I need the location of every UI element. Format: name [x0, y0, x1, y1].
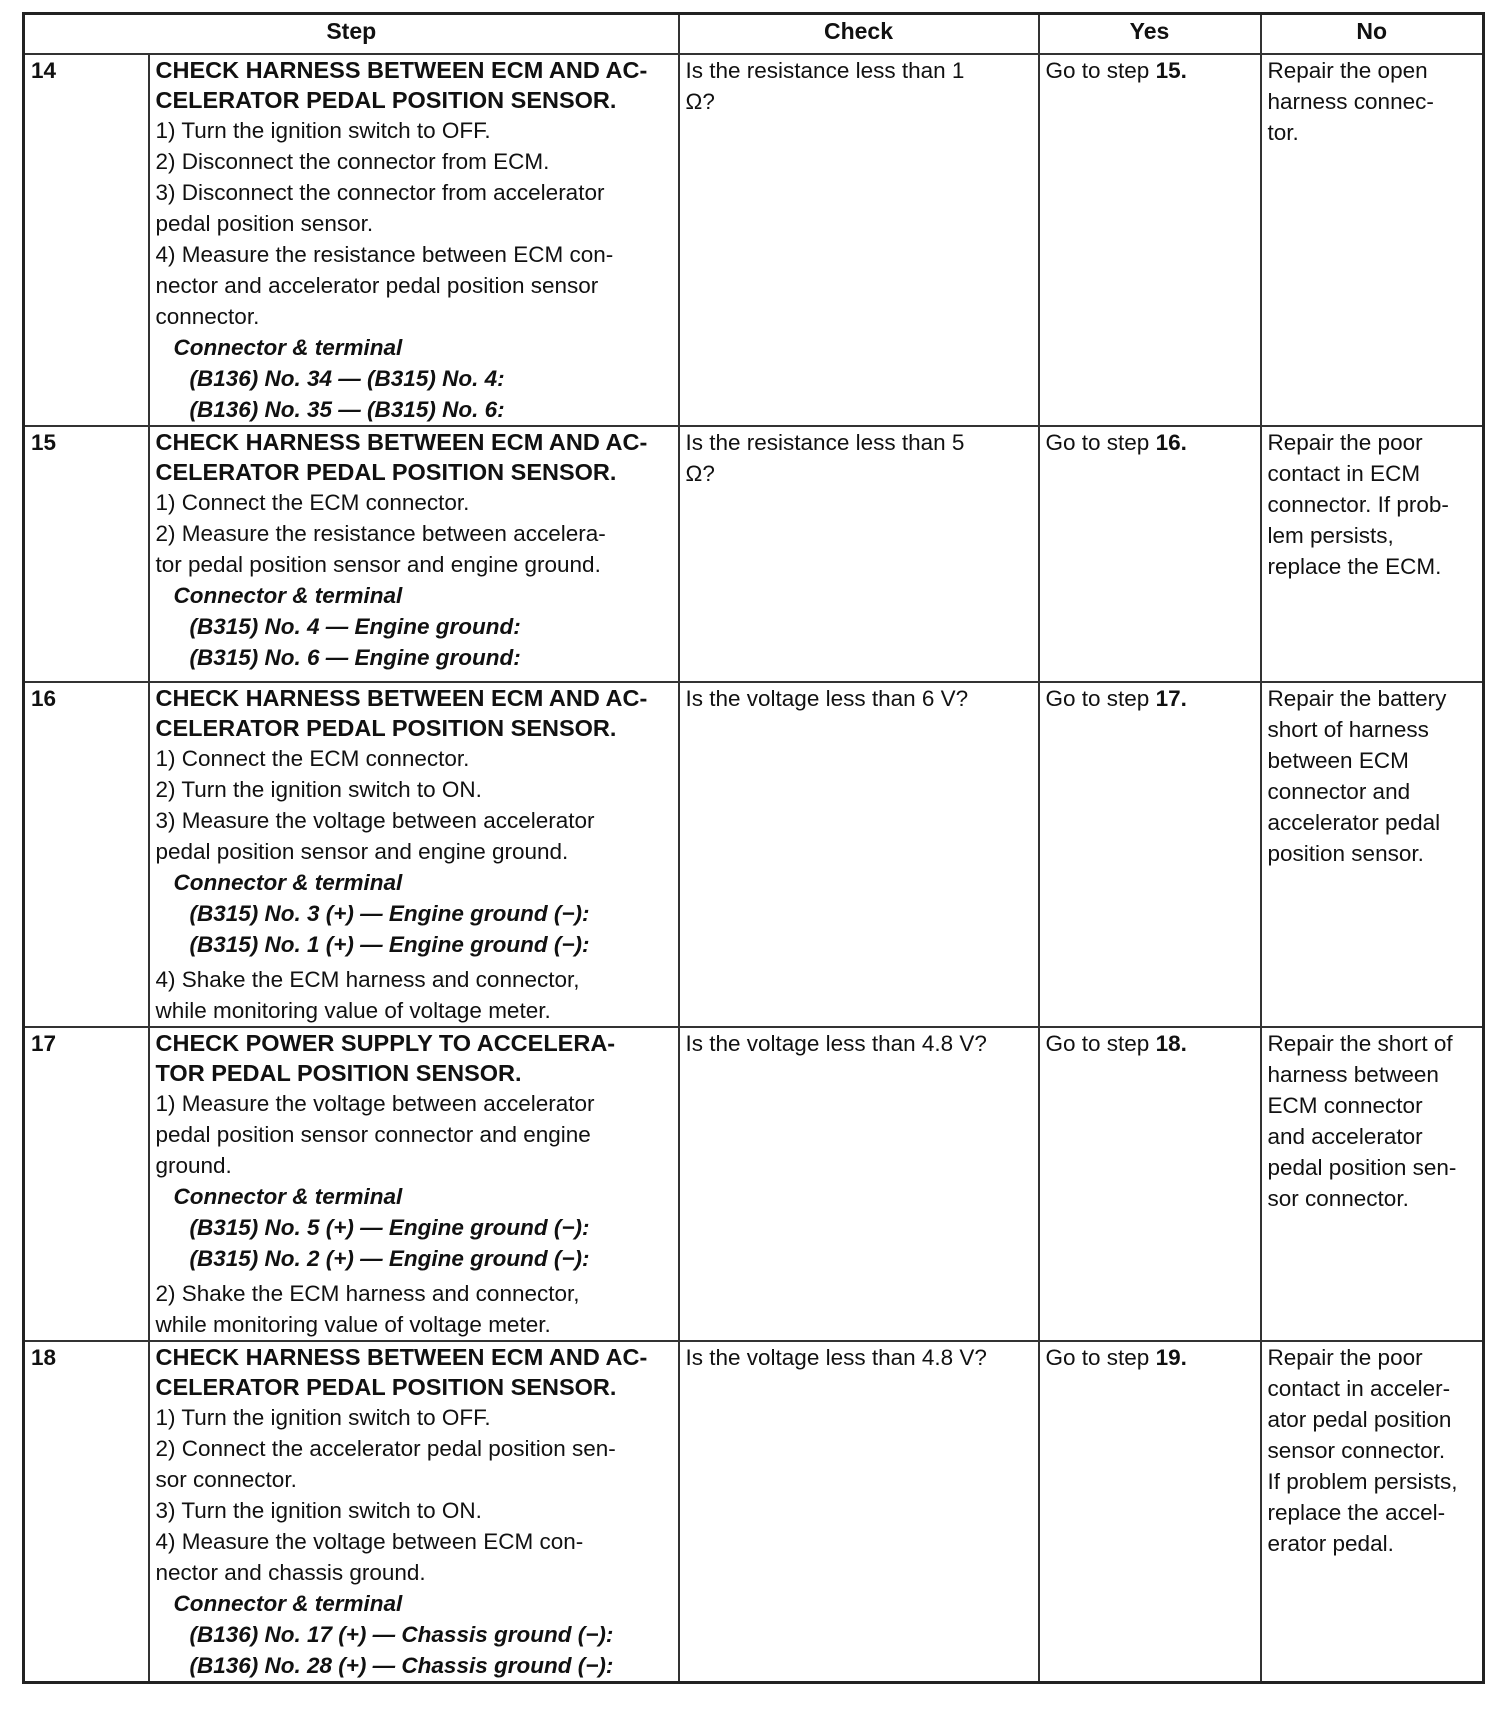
step-title-line: CHECK HARNESS BETWEEN ECM AND AC- [155, 1344, 648, 1370]
step-instruction-line: 1) Connect the ECM connector. [155, 746, 470, 771]
step-instruction-line: 2) Turn the ignition switch to ON. [155, 777, 482, 802]
yes-step-number: 18. [1155, 1031, 1187, 1056]
yes-cell [1039, 682, 1261, 1027]
table-row [24, 1341, 1484, 1683]
step-title-line: CHECK HARNESS BETWEEN ECM AND AC- [155, 685, 648, 711]
connector-terminal-label: Connector & terminal [173, 1184, 403, 1209]
check-cell [679, 1027, 1039, 1341]
terminal-spec-line: (B136) No. 28 (+) — Chassis ground (−): [189, 1653, 614, 1678]
step-instruction-line: 1) Turn the ignition switch to OFF. [155, 118, 491, 143]
no-text-line: tor. [1267, 120, 1299, 145]
step-description [149, 1027, 679, 1341]
no-cell [1261, 1341, 1484, 1683]
step-title-line: CELERATOR PEDAL POSITION SENSOR. [155, 1374, 617, 1400]
yes-column-header: Yes [1039, 14, 1261, 55]
step-title-line: CELERATOR PEDAL POSITION SENSOR. [155, 87, 617, 113]
step-instruction-line: 2) Measure the resistance between accelera- [155, 521, 606, 546]
step-instruction-line: 3) Turn the ignition switch to ON. [155, 1498, 482, 1523]
step-instruction-line: tor pedal position sensor and engine ground. [155, 552, 601, 577]
check-text-line: Is the resistance less than 1 [685, 58, 965, 83]
no-text-line: Repair the poor [1267, 430, 1423, 455]
header-row [24, 14, 1484, 55]
no-text-line: harness between [1267, 1062, 1439, 1087]
check-text-line: Is the resistance less than 5 [685, 430, 965, 455]
no-text-line: position sensor. [1267, 841, 1424, 866]
yes-text: Go to step [1045, 686, 1156, 711]
no-cell [1261, 682, 1484, 1027]
connector-terminal-label: Connector & terminal [173, 870, 403, 895]
step-instruction-line: 4) Measure the resistance between ECM con- [155, 242, 614, 267]
no-text-line: short of harness [1267, 717, 1429, 742]
step-title-line: TOR PEDAL POSITION SENSOR. [155, 1060, 522, 1086]
step-instruction-line: 2) Shake the ECM harness and connector, [155, 1281, 580, 1306]
connector-terminal-label: Connector & terminal [173, 1591, 403, 1616]
yes-step-number: 17. [1155, 686, 1187, 711]
step-description [149, 682, 679, 1027]
no-text-line: contact in ECM [1267, 461, 1421, 486]
diagnostic-procedure-sheet [22, 12, 1482, 1684]
no-text-line: lem persists, [1267, 523, 1394, 548]
no-text-line: ECM connector [1267, 1093, 1423, 1118]
connector-terminal-label: Connector & terminal [173, 583, 403, 608]
step-number: 17 [24, 1027, 149, 1341]
no-text-line: connector. If prob- [1267, 492, 1449, 517]
check-cell [679, 682, 1039, 1027]
yes-cell [1039, 1027, 1261, 1341]
no-cell [1261, 54, 1484, 426]
step-instruction-line: 4) Measure the voltage between ECM con- [155, 1529, 584, 1554]
table-row [24, 54, 1484, 426]
table-body [24, 54, 1484, 1683]
yes-text: Go to step [1045, 58, 1156, 83]
no-text-line: replace the ECM. [1267, 554, 1442, 579]
no-column-header: No [1261, 14, 1484, 55]
no-text-line: Repair the open [1267, 58, 1428, 83]
check-text-line: Is the voltage less than 6 V? [685, 686, 969, 711]
no-text-line: sensor connector. [1267, 1438, 1446, 1463]
terminal-spec-line: (B315) No. 3 (+) — Engine ground (−): [189, 901, 590, 926]
step-description [149, 1341, 679, 1683]
yes-text: Go to step [1045, 1031, 1156, 1056]
yes-text: Go to step [1045, 1345, 1156, 1370]
yes-cell [1039, 54, 1261, 426]
table-row [24, 426, 1484, 682]
step-title-line: CHECK HARNESS BETWEEN ECM AND AC- [155, 429, 648, 455]
step-instruction-line: pedal position sensor connector and engine [155, 1122, 591, 1147]
yes-step-number: 16. [1155, 430, 1187, 455]
step-instruction-line: 2) Connect the accelerator pedal position sen- [155, 1436, 616, 1461]
terminal-spec-line: (B315) No. 4 — Engine ground: [189, 614, 521, 639]
no-text-line: erator pedal. [1267, 1531, 1394, 1556]
no-text-line: connector and [1267, 779, 1411, 804]
no-text-line: Repair the battery [1267, 686, 1447, 711]
step-number: 15 [24, 426, 149, 682]
no-text-line: and accelerator [1267, 1124, 1423, 1149]
no-cell [1261, 1027, 1484, 1341]
check-cell [679, 54, 1039, 426]
step-number: 14 [24, 54, 149, 426]
step-instruction-line: pedal position sensor and engine ground. [155, 839, 569, 864]
no-text-line: contact in acceler- [1267, 1376, 1451, 1401]
terminal-spec-line: (B136) No. 34 — (B315) No. 4: [189, 366, 505, 391]
table-row [24, 682, 1484, 1027]
check-cell [679, 426, 1039, 682]
diagnostic-table [22, 12, 1485, 1684]
terminal-spec-line: (B315) No. 1 (+) — Engine ground (−): [189, 932, 590, 957]
no-text-line: Repair the short of [1267, 1031, 1453, 1056]
check-cell [679, 1341, 1039, 1683]
check-text-line: Ω? [685, 461, 715, 486]
step-instruction-line: ground. [155, 1153, 232, 1178]
no-text-line: accelerator pedal [1267, 810, 1441, 835]
step-instruction-line: 1) Turn the ignition switch to OFF. [155, 1405, 491, 1430]
no-text-line: pedal position sen- [1267, 1155, 1457, 1180]
check-text-line: Ω? [685, 89, 715, 114]
step-number: 16 [24, 682, 149, 1027]
no-text-line: replace the accel- [1267, 1500, 1446, 1525]
step-instruction-line: nector and accelerator pedal position sensor [155, 273, 599, 298]
step-number: 18 [24, 1341, 149, 1683]
step-title-line: CHECK POWER SUPPLY TO ACCELERA- [155, 1030, 616, 1056]
yes-step-number: 15. [1155, 58, 1187, 83]
step-instruction-line: while monitoring value of voltage meter. [155, 1312, 551, 1337]
yes-step-number: 19. [1155, 1345, 1187, 1370]
step-instruction-line: 2) Disconnect the connector from ECM. [155, 149, 550, 174]
check-column-header: Check [679, 14, 1039, 55]
terminal-spec-line: (B136) No. 17 (+) — Chassis ground (−): [189, 1622, 614, 1647]
no-text-line: sor connector. [1267, 1186, 1409, 1211]
terminal-spec-line: (B315) No. 5 (+) — Engine ground (−): [189, 1215, 590, 1240]
step-description [149, 54, 679, 426]
step-title-line: CELERATOR PEDAL POSITION SENSOR. [155, 459, 617, 485]
connector-terminal-label: Connector & terminal [173, 335, 403, 360]
terminal-spec-line: (B315) No. 6 — Engine ground: [189, 645, 521, 670]
step-description [149, 426, 679, 682]
step-instruction-line: 3) Measure the voltage between accelerator [155, 808, 595, 833]
terminal-spec-line: (B315) No. 2 (+) — Engine ground (−): [189, 1246, 590, 1271]
yes-cell [1039, 426, 1261, 682]
step-instruction-line: 3) Disconnect the connector from accelerator [155, 180, 605, 205]
yes-cell [1039, 1341, 1261, 1683]
no-text-line: ator pedal position [1267, 1407, 1452, 1432]
table-row [24, 1027, 1484, 1341]
check-text-line: Is the voltage less than 4.8 V? [685, 1345, 987, 1370]
no-text-line: harness connec- [1267, 89, 1434, 114]
yes-text: Go to step [1045, 430, 1156, 455]
step-title-line: CELERATOR PEDAL POSITION SENSOR. [155, 715, 617, 741]
step-instruction-line: while monitoring value of voltage meter. [155, 998, 551, 1023]
step-title-line: CHECK HARNESS BETWEEN ECM AND AC- [155, 57, 648, 83]
no-text-line: between ECM [1267, 748, 1409, 773]
step-instruction-line: pedal position sensor. [155, 211, 374, 236]
no-text-line: Repair the poor [1267, 1345, 1423, 1370]
step-instruction-line: 1) Measure the voltage between accelerator [155, 1091, 595, 1116]
terminal-spec-line: (B136) No. 35 — (B315) No. 6: [189, 397, 505, 422]
check-text-line: Is the voltage less than 4.8 V? [685, 1031, 987, 1056]
step-instruction-line: connector. [155, 304, 260, 329]
step-column-header: Step [24, 14, 679, 55]
step-instruction-line: sor connector. [155, 1467, 297, 1492]
step-instruction-line: 4) Shake the ECM harness and connector, [155, 967, 580, 992]
step-instruction-line: 1) Connect the ECM connector. [155, 490, 470, 515]
step-instruction-line: nector and chassis ground. [155, 1560, 426, 1585]
no-text-line: If problem persists, [1267, 1469, 1458, 1494]
no-cell [1261, 426, 1484, 682]
